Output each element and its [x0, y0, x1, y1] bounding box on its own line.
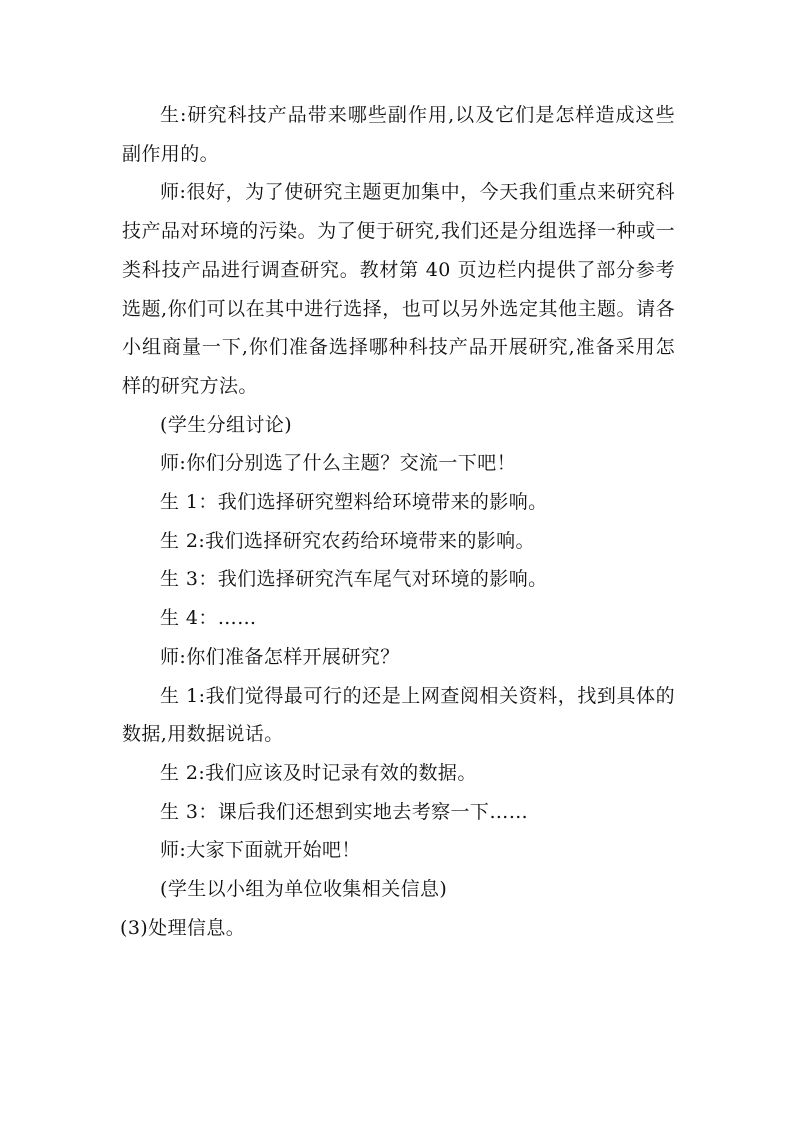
paragraph-teacher-start: 师:大家下面就开始吧！: [160, 839, 361, 862]
paragraph-student-2-method: 生 2:我们应该及时记录有效的数据。: [160, 761, 477, 784]
paragraph-student-1-topic: 生 1：我们选择研究塑料给环境带来的影响。: [160, 491, 548, 514]
paragraph-student-4-topic: 生 4：……: [160, 607, 257, 630]
paragraph-teacher-topic-question: 师:你们分别选了什么主题？交流一下吧！: [160, 452, 517, 475]
paragraph-teacher-instruction: 师:很好，为了使研究主题更加集中，今天我们重点来研究科技产品对环境的污染。为了便于研究,我们还是分组选择一种或一类科技产品进行调查研究。教材第 40 页边栏内提供了部分参考选题,你们可以在其中进行选择，也可以另外选定其他主题。请各小组商量一下,你们准备选择哪种科技产品开展研究,准备采用怎样的研究方法。: [122, 181, 675, 397]
section-heading-process-info: (3)处理信息。: [120, 916, 246, 939]
document-body: [122, 96, 675, 947]
paragraph-teacher-method-question: 师:你们准备怎样开展研究？: [160, 645, 400, 668]
paragraph-student-2-topic: 生 2:我们选择研究农药给环境带来的影响。: [160, 529, 535, 552]
paragraph-student-question: 生:研究科技产品带来哪些副作用,以及它们是怎样造成这些副作用的。: [122, 104, 675, 165]
paragraph-student-3-method: 生 3：课后我们还想到实地去考察一下……: [160, 800, 529, 823]
paragraph-student-3-topic: 生 3：我们选择研究汽车尾气对环境的影响。: [160, 568, 548, 591]
paragraph-group-discussion: (学生分组讨论): [160, 413, 293, 436]
paragraph-collect-info: (学生以小组为单位收集相关信息): [160, 878, 448, 901]
paragraph-student-1-method: 生 1:我们觉得最可行的还是上网查阅相关资料，找到具体的数据,用数据说话。: [122, 684, 675, 746]
